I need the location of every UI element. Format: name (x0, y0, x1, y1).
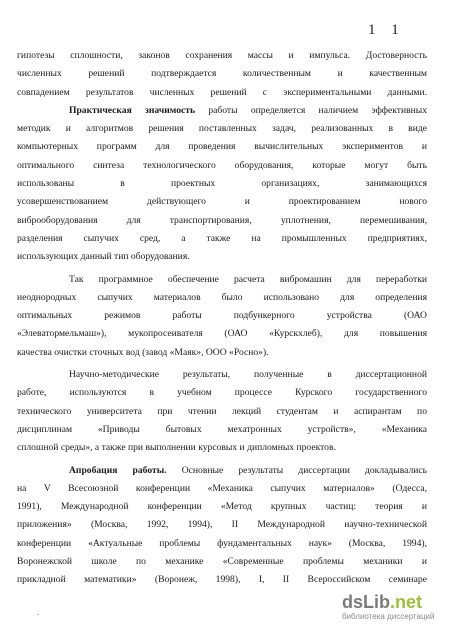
text-line: «Элеватормельмаш»), мукопросеивателя (ОАО «Курскхлеб), для повышения (17, 328, 427, 340)
watermark-logo-main: dsLib (342, 592, 390, 612)
text-line: работе, используются в учебном процессе Курского государственного (17, 387, 427, 399)
text-line: 1991), Международной конференции «Метод крупных частиц: теория и (17, 501, 427, 513)
text-line: численных решений подтверждается количественным и качественным (17, 68, 427, 80)
page-number: 1 1 (368, 22, 405, 38)
text-line: гипотезы сплошности, законов сохранения массы и импульса. Достоверность (17, 50, 427, 61)
text-line: разделения сыпучих сред, а также на промышленных предприятиях, (17, 232, 427, 244)
text-line: использующих данный тип оборудования. (17, 251, 190, 263)
text-line: Научно-методические результаты, полученные в диссертационной (69, 369, 427, 381)
text-line: на V Всесоюзной конференции «Механика сыпучих материалов» (Одесса, (17, 482, 427, 494)
text-line: оптимального синтеза технологического оборудования, которые могут быть (17, 159, 427, 171)
footer-dot: . (37, 608, 39, 617)
watermark-subtitle: библиотека диссертаций (342, 612, 435, 621)
text-segment: Основные результаты диссертации докладывались (166, 464, 427, 476)
text-line: сплошной среды», а также при выполнении курсовых и дипломных проектов. (17, 442, 336, 454)
text-line: прикладной математики» (Воронеж, 1998), I, II Всероссийском семинаре (17, 574, 427, 586)
text-line: усовершенствованием действующего и проектированием нового (17, 196, 427, 208)
text-line (17, 462, 427, 480)
text-line: виброоборудования для транспортирования, уплотнения, перемешивания, (17, 214, 427, 226)
text-line: технического университета при чтении лекций студентам и аспирантам по (17, 405, 427, 417)
text-line: совпадением результатов численных решений с экспериментальными данными. (17, 86, 427, 98)
text-segment: работы определяется наличием эффективных (195, 104, 427, 116)
text-line: использованы в проектных организациях, занимающихся (17, 178, 427, 190)
text-line: качества очистки сточных вод (завод «Маяк», ООО «Росно»). (17, 346, 269, 358)
text-line: компьютерных программ для проведения вычислительных экспериментов и (17, 141, 427, 153)
text-line: оптимальных режимов работы подбункерного устройства (ОАО (17, 310, 427, 322)
text-line: методик и алгоритмов решения поставленных задач, реализованных в виде (17, 123, 427, 135)
watermark-logo-tld: .net (390, 592, 423, 612)
watermark-logo (342, 593, 442, 621)
text-line: конференции «Актуальные проблемы фундаментальных наук» (Москва, 1994), (17, 537, 427, 549)
text-line: Воронежской школе по механике «Современные проблемы механики и (17, 556, 427, 568)
watermark-logo-text (342, 593, 442, 611)
text-line: дисциплинам «Приводы бытовых мехатронных устройств», «Механика (17, 423, 427, 435)
bold-lead-text: Практическая значимость (69, 104, 196, 116)
text-line (17, 102, 427, 120)
bold-lead-text: Апробация работы. (69, 464, 167, 476)
text-line: Так программное обеспечение расчета вибромашин для переработки (69, 273, 427, 285)
document-body (17, 47, 427, 590)
text-line: неоднородных сыпучих материалов было использовано для определения (17, 291, 427, 303)
text-line: приложения» (Москва, 1992, 1994), II Международной научно-технической (17, 519, 427, 531)
